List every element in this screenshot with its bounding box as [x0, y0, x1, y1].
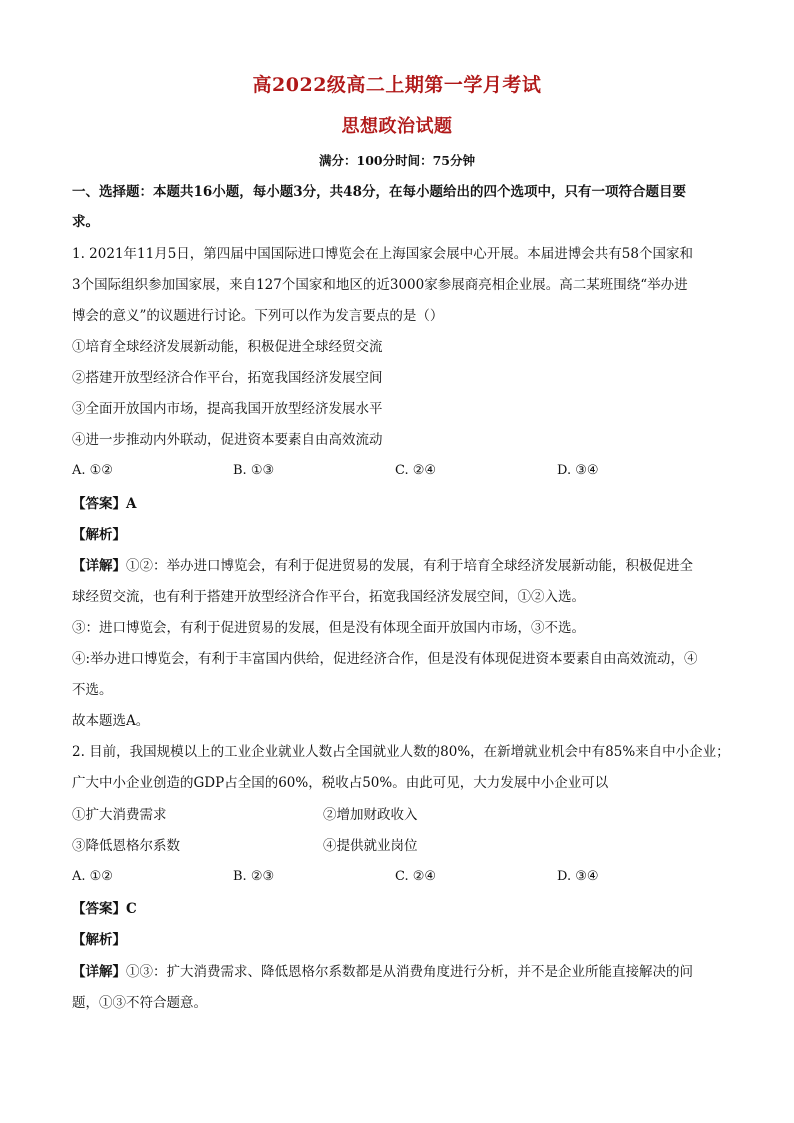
q1-item: ④进一步推动内外联动，促进资本要素自由高效流动	[72, 432, 383, 448]
exam-subtitle: 思想政治试题	[341, 116, 453, 137]
q2-detail-line	[72, 962, 693, 982]
q1-option-c: C. ②④	[395, 463, 437, 478]
q1-detail-line: ④:举办进口博览会，有利于丰富国内供给，促进经济合作，但是没有体现促进资本要素自由高效流动，④	[72, 651, 698, 667]
q1-detail-line	[72, 556, 693, 576]
q1-detail-line: 不选。	[72, 682, 113, 698]
q2-detail-tag: 【详解】	[72, 964, 126, 980]
q2-analysis-heading: 【解析】	[72, 932, 126, 948]
q1-item: ①培育全球经济发展新动能，积极促进全球经贸交流	[72, 339, 383, 355]
exam-meta: 满分：100分时间：75分钟	[319, 153, 475, 168]
q1-item: ③全面开放国内市场，提高我国开放型经济发展水平	[72, 401, 383, 417]
q2-item: ①扩大消费需求	[72, 807, 167, 823]
q1-option-b: B. ①③	[233, 463, 275, 478]
q2-item: ②增加财政收入	[323, 807, 418, 823]
q2-stem-line: 2. 目前，我国规模以上的工业企业就业人数占全国就业人数的80%，在新增就业机会中有85%来自中小企业；	[72, 744, 730, 760]
q1-detail-line: 故本题选A。	[72, 713, 150, 729]
exam-title: 高2022级高二上期第一学月考试	[252, 74, 542, 96]
q1-detail-tag: 【详解】	[72, 558, 126, 574]
q1-answer: 【答案】A	[72, 496, 137, 512]
q2-option-b: B. ②③	[233, 869, 275, 884]
q2-option-a: A. ①②	[72, 869, 113, 884]
q1-detail-text: ①②：举办进口博览会，有利于促进贸易的发展，有利于培育全球经济发展新动能，积极促进全	[126, 558, 693, 574]
section-heading-line-2: 求。	[72, 214, 99, 230]
q1-stem-line: 1. 2021年11月5日，第四届中国国际进口博览会在上海国家会展中心开展。本届进博会共有58个国家和	[72, 246, 693, 262]
section-heading-line-1: 一、选择题：本题共16小题，每小题3分，共48分，在每小题给出的四个选项中，只有一项符合题目要	[72, 184, 686, 200]
q1-analysis-heading: 【解析】	[72, 527, 126, 543]
q1-detail-line: ③：进口博览会，有利于促进贸易的发展，但是没有体现全面开放国内市场，③不选。	[72, 620, 585, 636]
q1-stem-line: 3个国际组织参加国家展，来自127个国家和地区的近3000家参展商亮相企业展。高二某班围绕“举办进	[72, 277, 688, 293]
q2-option-c: C. ②④	[395, 869, 437, 884]
q1-detail-line: 球经贸交流，也有利于搭建开放型经济合作平台，拓宽我国经济发展空间，①②入选。	[72, 589, 585, 605]
q1-item: ②搭建开放型经济合作平台，拓宽我国经济发展空间	[72, 370, 383, 386]
q2-item: ④提供就业岗位	[323, 838, 418, 854]
q2-answer: 【答案】C	[72, 901, 137, 917]
q2-item: ③降低恩格尔系数	[72, 838, 180, 854]
q1-stem-line: 博会的意义”的议题进行讨论。下列可以作为发言要点的是（）	[72, 308, 444, 324]
q2-option-d: D. ③④	[557, 869, 599, 884]
q2-stem-line: 广大中小企业创造的GDP占全国的60%，税收占50%。由此可见，大力发展中小企业可以	[72, 775, 609, 791]
q1-option-a: A. ①②	[72, 463, 113, 478]
q2-detail-line: 题，①③不符合题意。	[72, 995, 207, 1011]
q1-option-d: D. ③④	[557, 463, 599, 478]
q2-detail-text: ①③：扩大消费需求、降低恩格尔系数都是从消费角度进行分析，并不是企业所能直接解决的问	[126, 964, 693, 980]
